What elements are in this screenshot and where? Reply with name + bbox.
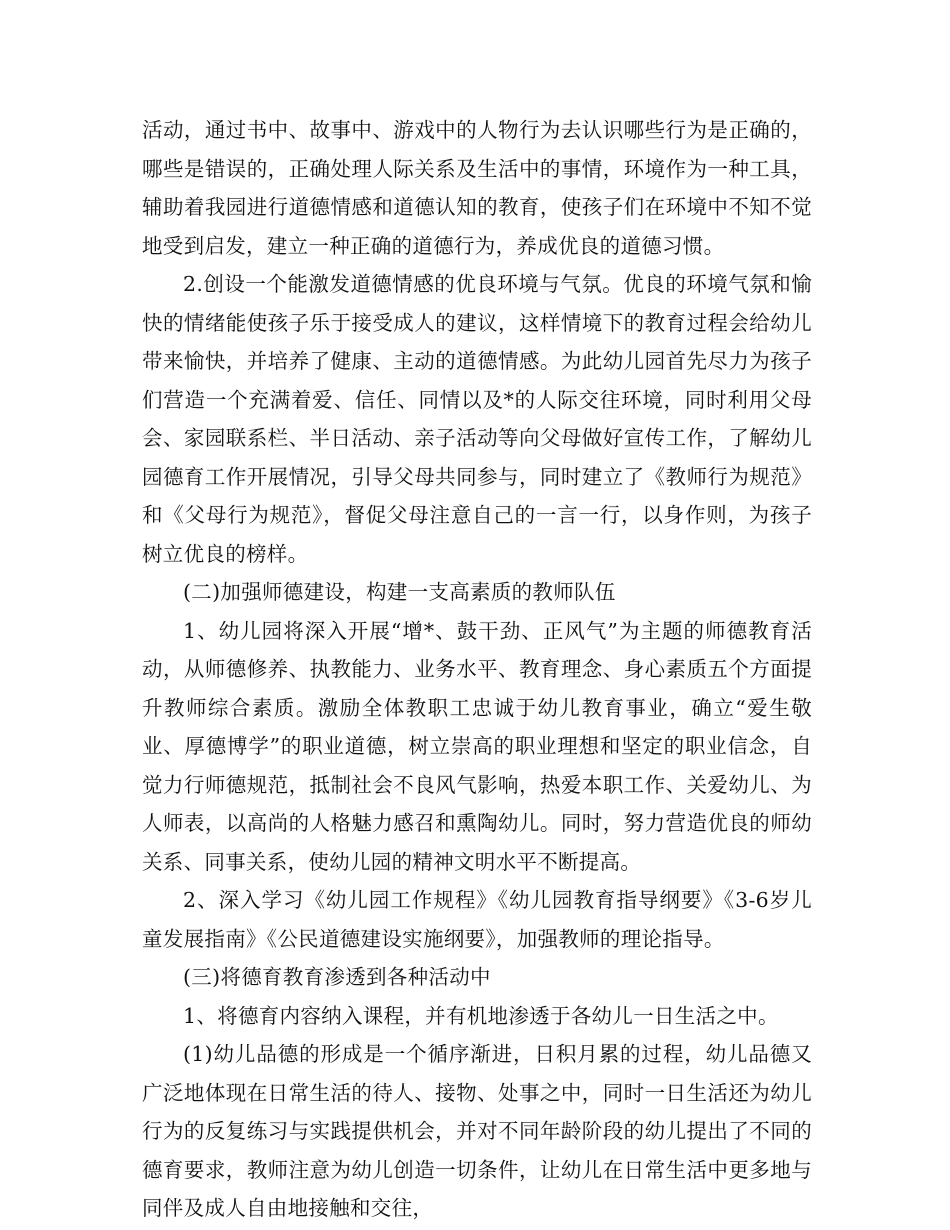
paragraph-study: 2、深入学习《幼儿园工作规程》《幼儿园教育指导纲要》《3-6岁儿童发展指南》《公民道德建设实施纲要》，加强教师的理论指导。: [142, 888, 812, 951]
paragraph-continuation: 活动，通过书中、故事中、游戏中的人物行为去认识哪些行为是正确的，哪些是错误的，正确处理人际关系及生活中的事情，环境作为一种工具，辅助着我园进行道德情感和道德认知的教育，使孩子们在环境中不知不觉地受到启发，建立一种正确的道德行为，养成优良的道德习惯。: [142, 118, 812, 258]
section-heading-teacher-ethics: (二)加强师德建设，构建一支高素质的教师队伍: [183, 580, 616, 604]
paragraph-ethics-activities: 1、幼儿园将深入开展“增*、鼓干劲、正风气”为主题的师德教育活动，从师德修养、执教能力、业务水平、教育理念、身心素质五个方面提升教师综合素质。激励全体教职工忠诚于幼儿教育事业，确立“爱生敬业、厚德博学”的职业道德，树立崇高的职业理想和坚定的职业信念，自觉力行师德规范，抵制社会不良风气影响，热爱本职工作、关爱幼儿、为人师表，以高尚的人格魅力感召和熏陶幼儿。同时，努力营造优良的师幼关系、同事关系，使幼儿园的精神文明水平不断提高。: [142, 618, 812, 874]
paragraph-environment: 2.创设一个能激发道德情感的优良环境与气氛。优良的环境气氛和愉快的情绪能使孩子乐于接受成人的建议，这样情境下的教育过程会给幼儿带来愉快，并培养了健康、主动的道德情感。为此幼儿园首先尽力为孩子们营造一个充满着爱、信任、同情以及*的人际交往环境，同时利用父母会、家园联系栏、半日活动、亲子活动等向父母做好宣传工作，了解幼儿园德育工作开展情况，引导父母共同参与，同时建立了《教师行为规范》和《父母行为规范》，督促父母注意自己的一言一行，以身作则，为孩子树立优良的榜样。: [142, 272, 812, 566]
section-heading-moral-education: (三)将德育教育渗透到各种活动中: [183, 965, 491, 989]
document-page: [142, 111, 812, 1228]
paragraph-curriculum: 1、将德育内容纳入课程，并有机地渗透于各幼儿一日生活之中。: [183, 1003, 779, 1028]
paragraph-daily-life: (1)幼儿品德的形成是一个循序渐进，日积月累的过程，幼儿品德又广泛地体现在日常生活的待人、接物、处事之中，同时一日生活还为幼儿行为的反复练习与实践提供机会，并对不同年龄阶段的幼儿提出了不同的德育要求，教师注意为幼儿创造一切条件，让幼儿在日常生活中更多地与同伴及成人自由地接触和交往，: [142, 1042, 812, 1220]
